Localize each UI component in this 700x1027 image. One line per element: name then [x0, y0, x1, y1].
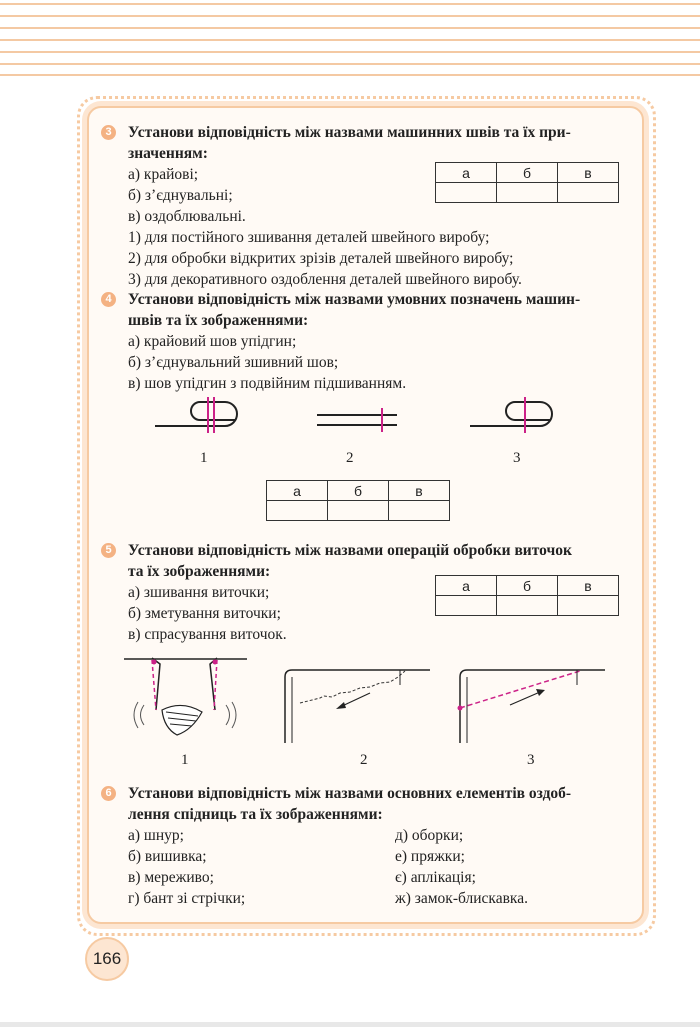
task3-answer-cell-b[interactable] — [497, 183, 558, 203]
task4-answer-cell-b[interactable] — [328, 501, 389, 521]
task6 — [128, 783, 571, 825]
task6-option-h: ж) замок-блискавка. — [395, 890, 528, 907]
task5-figure-label-3: 3 — [527, 752, 535, 768]
task3-option-c: в) оздоблювальні. — [128, 208, 246, 225]
task5-option-a: а) зшивання виточки; — [128, 584, 270, 601]
task6-question-line1: Установи відповідність між назвами основних елементів оздоб- — [128, 785, 572, 802]
task6-option-e: д) оборки; — [395, 827, 464, 844]
task5-answer-cell-b[interactable] — [497, 596, 558, 616]
task3-option-a: а) крайові; — [128, 166, 199, 183]
task3-question-line1: Установи відповідність між назвами машинних швів та їх при- — [128, 124, 571, 141]
task5-answer-cell-a[interactable] — [436, 596, 497, 616]
task3-answer-cell-c[interactable] — [558, 183, 619, 203]
task3-question-line2: значенням: — [128, 145, 208, 162]
header-stripes — [0, 0, 700, 80]
task5-option-b: б) зметування виточки; — [128, 605, 281, 622]
task5-option-c: в) спрасування виточок. — [128, 626, 287, 643]
task4-figure-label-1: 1 — [200, 450, 208, 466]
task3-answer-3: 3) для декоративного оздоблення деталей швейного виробу. — [128, 271, 522, 288]
dart-diagram-1 — [122, 650, 252, 740]
task4-table-header-c: в — [389, 481, 450, 501]
task3-table-header-c: в — [558, 163, 619, 183]
task5-table-header-c: в — [558, 576, 619, 596]
bottom-bar — [0, 1022, 700, 1027]
task4-option-c: в) шов упідгин з подвійним підшиванням. — [128, 375, 407, 392]
dart-diagram-2 — [280, 665, 435, 745]
task3-table-header-a: а — [436, 163, 497, 183]
task3-answer-cell-a[interactable] — [436, 183, 497, 203]
task4-question-line1: Установи відповідність між назвами умовних позначень машин- — [128, 291, 581, 308]
task3-table-header-b: б — [497, 163, 558, 183]
task5-number-badge: 5 — [101, 543, 116, 558]
dart-diagram-3 — [455, 665, 610, 745]
task4 — [128, 289, 580, 394]
task4-option-b: б) з’єднувальний зшивний шов; — [128, 354, 339, 371]
task5-question-line2: та їх зображеннями: — [128, 563, 271, 580]
task6-option-b: б) вишивка; — [128, 848, 207, 865]
task6-number-badge: 6 — [101, 786, 116, 801]
task4-option-a: а) крайовий шов упідгин; — [128, 333, 297, 350]
task5-table-header-b: б — [497, 576, 558, 596]
task5-answer-cell-c[interactable] — [558, 596, 619, 616]
task4-table-header-b: б — [328, 481, 389, 501]
task4-question-line2: швів та їх зображеннями: — [128, 312, 309, 329]
task5-answer-table — [435, 575, 619, 616]
task5-figure-label-2: 2 — [360, 752, 368, 768]
task3-answer-2: 2) для обробки відкритих зрізів деталей швейного виробу; — [128, 250, 514, 267]
task3-option-b: б) з’єднувальні; — [128, 187, 233, 204]
task4-figure-label-3: 3 — [513, 450, 521, 466]
task5-table-header-a: а — [436, 576, 497, 596]
task4-number-badge: 4 — [101, 292, 116, 307]
task6-option-f: е) пряжки; — [395, 848, 465, 865]
task4-figure-label-2: 2 — [346, 450, 354, 466]
task4-answer-cell-a[interactable] — [267, 501, 328, 521]
task6-option-c: в) мереживо; — [128, 869, 214, 886]
task3-answer-table — [435, 162, 619, 203]
task3 — [128, 122, 571, 290]
seam-diagram-1 — [150, 395, 255, 440]
task6-question-line2: лення спідниць та їх зображеннями: — [128, 806, 383, 823]
task3-number-badge: 3 — [101, 125, 116, 140]
task4-answer-table — [266, 480, 450, 521]
task6-option-a: а) шнур; — [128, 827, 184, 844]
page-number: 166 — [85, 937, 129, 981]
task6-right-options — [395, 825, 528, 909]
task4-table-header-a: а — [267, 481, 328, 501]
seam-diagram-3 — [465, 395, 570, 440]
task6-option-d: г) бант зі стрічки; — [128, 890, 246, 907]
task4-answer-cell-c[interactable] — [389, 501, 450, 521]
task5-question-line1: Установи відповідність між назвами операцій обробки виточок — [128, 542, 572, 559]
task5-figure-label-1: 1 — [181, 752, 189, 768]
task3-answer-1: 1) для постійного зшивання деталей швейного виробу; — [128, 229, 490, 246]
task6-option-g: є) аплікація; — [395, 869, 476, 886]
task6-left-options — [128, 825, 245, 909]
seam-diagram-2 — [312, 405, 402, 435]
